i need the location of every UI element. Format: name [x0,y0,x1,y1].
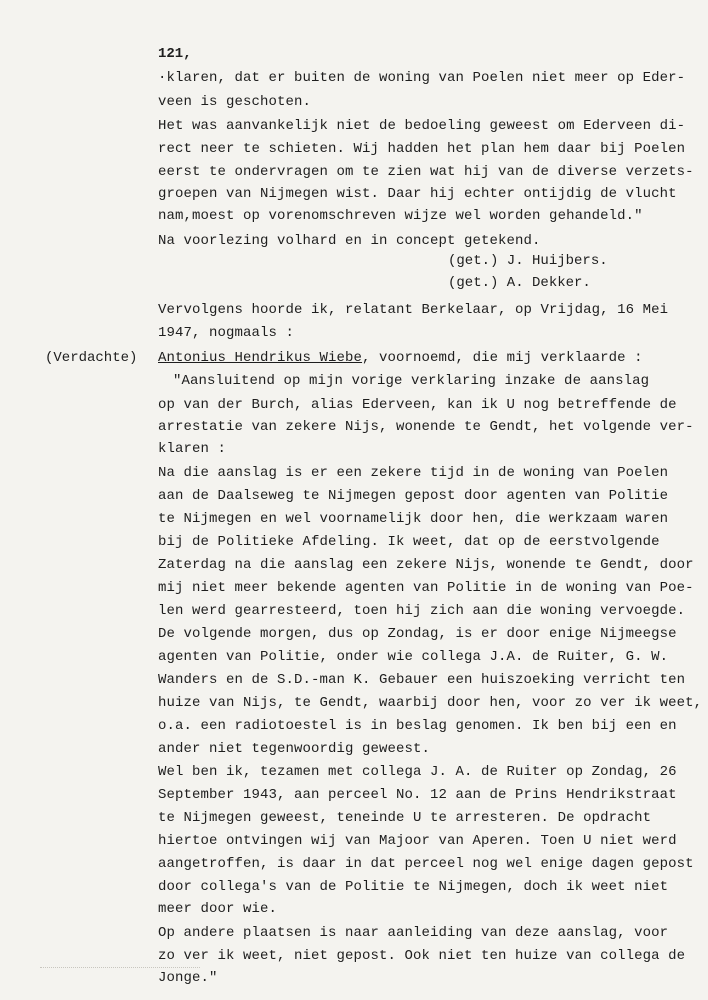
statement-line: agenten van Politie, onder wie collega J.A. de Ruiter, G. W. [158,649,669,665]
statement-line: mij niet meer bekende agenten van Politie in de woning van Poe- [158,580,694,596]
paper-edge-mark [40,967,200,968]
statement-line: arrestatie van zekere Nijs, wonende te Gendt, het volgende ver- [158,419,694,435]
text-line: veen is geschoten. [158,94,312,110]
statement-line: ander niet tegenwoordig geweest. [158,741,431,757]
text-line: rect neer te schieten. Wij hadden het plan hem daar bij Poelen [158,141,686,157]
statement-line: op van der Burch, alias Ederveen, kan ik U nog betreffende de [158,397,677,413]
statement-line: Jonge." [158,970,218,986]
statement-line: bij de Politieke Afdeling. Ik weet, dat op de eerstvolgende [158,534,660,550]
statement-line: Op andere plaatsen is naar aanleiding van deze aanslag, voor [158,925,669,941]
statement-line: Wel ben ik, tezamen met collega J. A. de Ruiter op Zondag, 26 [158,764,677,780]
intro-line: Vervolgens hoorde ik, relatant Berkelaar, op Vrijdag, 16 Mei [158,302,669,318]
suspect-rest: , voornoemd, die mij verklaarde : [362,350,643,366]
statement-line: aangetroffen, is daar in dat perceel nog wel enige dagen gepost [158,856,694,872]
intro-line: 1947, nogmaals : [158,325,295,341]
statement-line: te Nijmegen geweest, teneinde U te arresteren. De opdracht [158,810,652,826]
statement-line: hiertoe ontvingen wij van Majoor van Aperen. Toen U niet werd [158,833,677,849]
text-line: groepen van Nijmegen wist. Daar hij echter ontijdig de vlucht [158,186,677,202]
statement-line: "Aansluitend op mijn vorige verklaring inzake de aanslag [173,373,650,389]
closing-line: Na voorlezing volhard en in concept getekend. [158,233,541,249]
statement-line: door collega's van de Politie te Nijmegen, doch ik weet niet [158,879,669,895]
statement-line: De volgende morgen, dus op Zondag, is er door enige Nijmeegse [158,626,677,642]
margin-label: (Verdachte) [45,350,138,366]
statement-line: Zaterdag na die aanslag een zekere Nijs, wonende te Gendt, door [158,557,694,573]
suspect-name: Antonius Hendrikus Wiebe [158,350,363,366]
statement-line: klaren : [158,441,227,457]
statement-line: meer door wie. [158,901,278,917]
text-line: Het was aanvankelijk niet de bedoeling geweest om Ederveen di- [158,118,686,134]
signature-line: (get.) A. Dekker. [448,275,591,291]
text-line: eerst te ondervragen om te zien wat hij van de diverse verzets- [158,164,694,180]
statement-line: huize van Nijs, te Gendt, waarbij door hen, voor zo ver ik weet, [158,695,703,711]
suspect-line [158,348,643,368]
text-line: ·klaren, dat er buiten de woning van Poelen niet meer op Eder- [158,70,686,86]
page-number: 121, [158,46,192,62]
signature-line: (get.) J. Huijbers. [448,253,608,269]
statement-line: September 1943, aan perceel No. 12 aan de Prins Hendrikstraat [158,787,677,803]
statement-line: aan de Daalseweg te Nijmegen gepost door agenten van Politie [158,488,669,504]
text-line: nam,moest op vorenomschreven wijze wel worden gehandeld." [158,208,643,224]
statement-line: len werd gearresteerd, toen hij zich aan die woning vervoegde. [158,603,686,619]
statement-line: zo ver ik weet, niet gepost. Ook niet ten huize van collega de [158,948,686,964]
statement-line: Wanders en de S.D.-man K. Gebauer een huiszoeking verricht ten [158,672,686,688]
statement-line: te Nijmegen en wel voornamelijk door hen, die werkzaam waren [158,511,669,527]
statement-line: Na die aanslag is er een zekere tijd in de woning van Poelen [158,465,669,481]
statement-line: o.a. een radiotoestel is in beslag genomen. Ik ben bij een en [158,718,677,734]
